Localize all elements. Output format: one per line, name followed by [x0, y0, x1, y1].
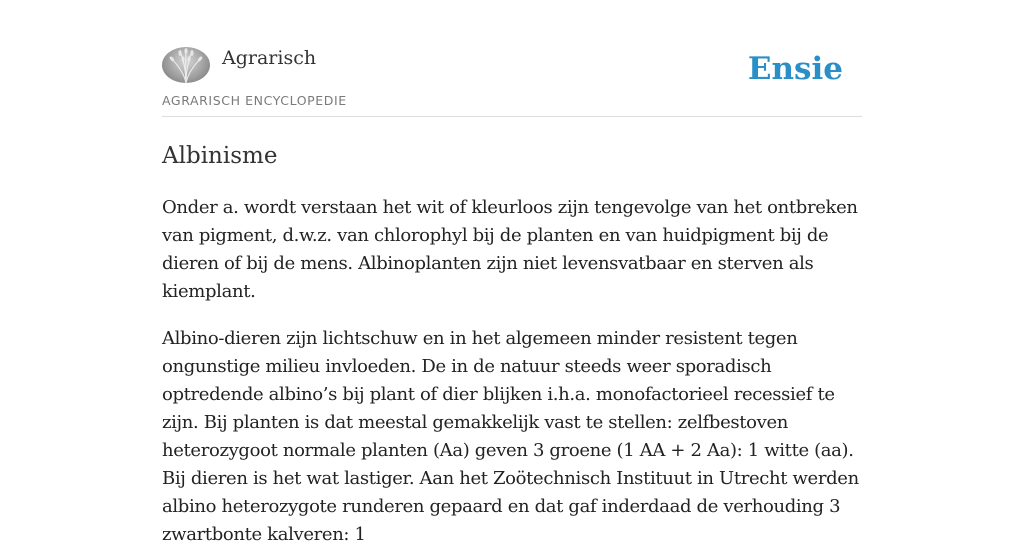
article-paragraph-2: Albino-dieren zijn lichtschuw en in het algemeen minder resistent tegen ongunstige milieu invloeden. De in de natuur steeds weer sporadisch optredende albino’s bij plant of dier blijken i.h.a. monofactorieel recessief te zijn. Bij planten is dat meestal gemakkelijk vast te stellen: zelfbestoven heterozygoot normale planten (Aa) geven 3 groene (1 AA + 2 Aa): 1 witte (aa). Bij dieren is het wat lastiger. Aan het Zoötechnisch Instituut in Utrecht werden albino heterozygote runderen gepaard en dat gaf inderdaad de verhouding 3 zwartbonte kalveren: 1 — [162, 328, 859, 545]
wheat-logo-icon[interactable] — [162, 47, 210, 83]
site-header — [162, 0, 862, 117]
site-subtitle: AGRARISCH ENCYCLOPEDIE — [162, 93, 347, 108]
page — [162, 0, 862, 549]
site-name[interactable]: Agrarisch — [222, 47, 317, 69]
article-title: Albinisme — [162, 143, 278, 169]
article-paragraph-1: Onder a. wordt verstaan het wit of kleurloos zijn tengevolge van het ontbreken van pigment, d.w.z. van chlorophyl bij de planten en van huidpigment bij de dieren of bij de mens. Albinoplanten zijn niet levensvatbaar en sterven als kiemplant. — [162, 197, 858, 302]
ensie-brand-link[interactable]: Ensie — [747, 51, 843, 87]
